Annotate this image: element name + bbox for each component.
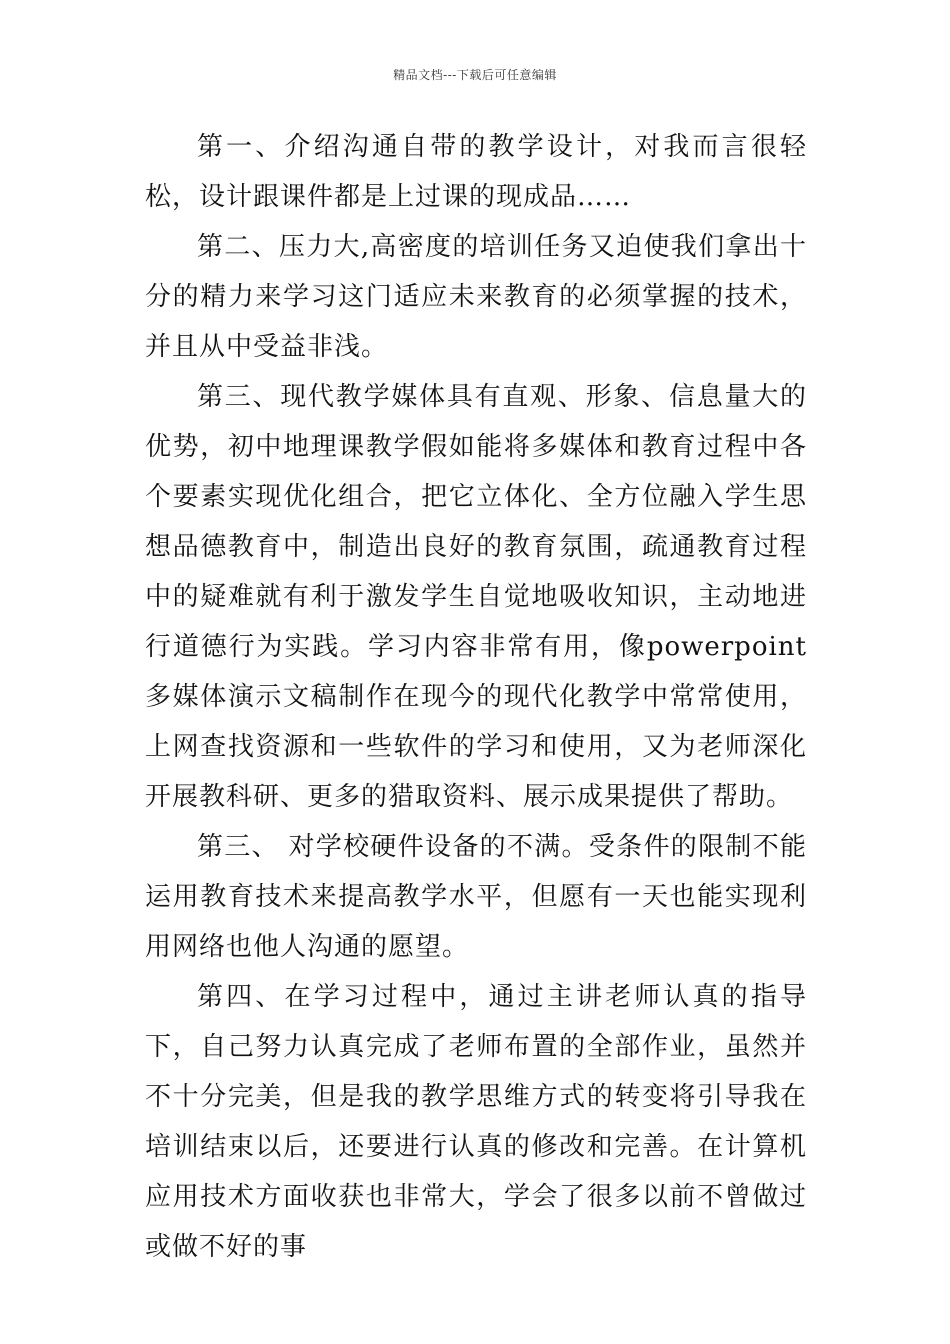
- page-header: 精品文档---下载后可任意编辑: [393, 68, 557, 82]
- paragraph-3: 第三、现代教学媒体具有直观、形象、信息量大的优势，初中地理课教学假如能将多媒体和教育过程中各个要素实现优化组合，把它立体化、全方位融入学生思想品德教育中，制造出良好的教育氛围，疏通教育过程中的疑难就有利于激发学生自觉地吸收知识，主动地进行道德行为实践。学习内容非常有用，像powerpoint多媒体演示文稿制作在现今的现代化教学中常常使用，上网查找资源和一些软件的学习和使用，又为老师深化开展教科研、更多的猎取资料、展示成果提供了帮助。: [145, 382, 807, 812]
- paragraph-5: 第四、在学习过程中，通过主讲老师认真的指导下，自己努力认真完成了老师布置的全部作业，虽然并不十分完美，但是我的教学思维方式的转变将引导我在培训结束以后，还要进行认真的修改和完善。在计算机应用技术方面收获也非常大，学会了很多以前不曾做过或做不好的事: [145, 982, 807, 1262]
- document-body: [145, 122, 807, 1272]
- paragraph-2: 第二、压力大,高密度的培训任务又迫使我们拿出十分的精力来学习这门适应未来教育的必须掌握的技术，并且从中受益非浅。: [145, 232, 807, 362]
- paragraph-4: 第三、 对学校硬件设备的不满。受条件的限制不能运用教育技术来提高教学水平，但愿有一天也能实现利用网络也他人沟通的愿望。: [145, 832, 807, 962]
- paragraph-1: 第一、介绍沟通自带的教学设计，对我而言很轻松，设计跟课件都是上过课的现成品……: [145, 132, 807, 212]
